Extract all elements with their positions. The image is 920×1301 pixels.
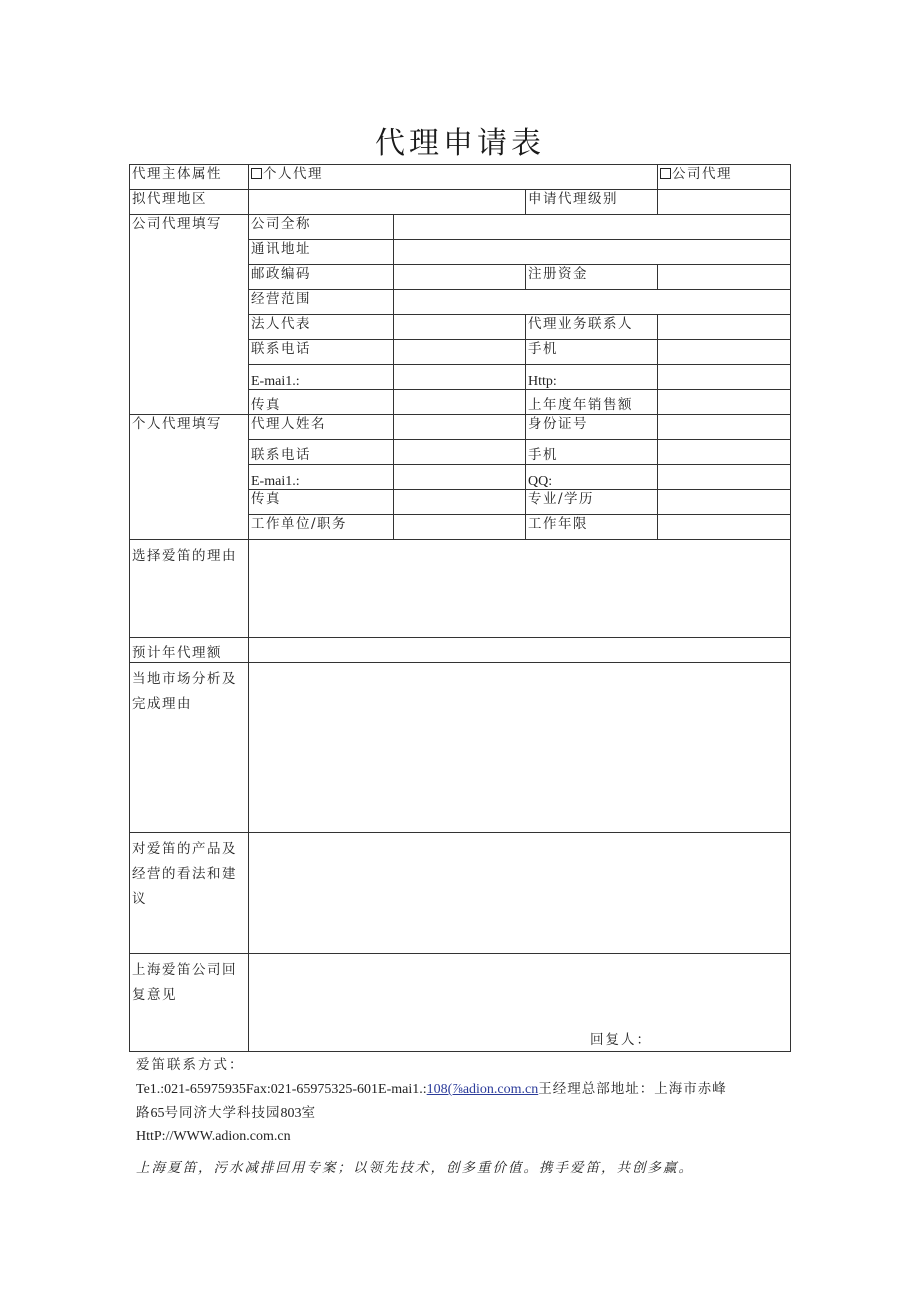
reply-label: 上海爱笛公司回复意见	[130, 954, 249, 1052]
contact-line	[136, 1077, 727, 1098]
personal-employer-label: 工作单位/职务	[249, 515, 394, 540]
address-park: 号同济大学科技园	[164, 1105, 281, 1121]
personal-major-label: 专业/学历	[526, 490, 658, 515]
address-line	[136, 1101, 316, 1122]
personal-section-label: 个人代理填写	[130, 415, 249, 540]
company-legal-rep-label: 法人代表	[249, 315, 394, 340]
personal-qq-value[interactable]	[658, 465, 791, 490]
company-full-name-value[interactable]	[394, 215, 791, 240]
address-room-suffix: 室	[301, 1105, 316, 1121]
company-scope-label: 经营范围	[249, 290, 394, 315]
level-value[interactable]	[658, 190, 791, 215]
company-fax-label: 传真	[249, 390, 394, 415]
company-http-value[interactable]	[658, 365, 791, 390]
website-text[interactable]: HttP://WWW.adion.com.cn	[136, 1129, 291, 1144]
estimate-value[interactable]	[249, 638, 791, 663]
personal-years-label: 工作年限	[526, 515, 658, 540]
personal-fax-label: 传真	[249, 490, 394, 515]
level-label: 申请代理级别	[526, 190, 658, 215]
company-legal-rep-value[interactable]	[394, 315, 526, 340]
company-section-label: 公司代理填写	[130, 215, 249, 415]
address-room: 803	[280, 1106, 302, 1121]
personal-id-value[interactable]	[658, 415, 791, 440]
company-email-value[interactable]	[394, 365, 526, 390]
personal-major-value[interactable]	[658, 490, 791, 515]
individual-option[interactable]: 个人代理	[249, 165, 658, 190]
slogan-text: 上海夏笛，污水减排回用专案；以领先技术，创多重价值。携手爱笛，共创多赢。	[136, 1160, 694, 1176]
company-contact-person-value[interactable]	[658, 315, 791, 340]
personal-email-value[interactable]	[394, 465, 526, 490]
personal-mobile-value[interactable]	[658, 440, 791, 465]
company-sales-value[interactable]	[658, 390, 791, 415]
contact-heading: 爱笛联系方式：	[136, 1057, 245, 1073]
personal-employer-value[interactable]	[394, 515, 526, 540]
personal-name-label: 代理人姓名	[249, 415, 394, 440]
email-link[interactable]: 108(⅞adion.com.cn	[426, 1082, 539, 1097]
page-title: 代理申请表	[375, 126, 545, 161]
tel-fax-text: Te1.:021-65975935Fax:021-65975325-601E-mai1.:	[136, 1082, 427, 1097]
company-mobile-label: 手机	[526, 340, 658, 365]
reason-label: 选择爱笛的理由	[130, 540, 249, 638]
address-text-part1: 王经理总部地址：上海市赤峰	[538, 1081, 727, 1097]
personal-mobile-label: 手机	[526, 440, 658, 465]
application-form-table	[129, 164, 791, 1052]
replier-label: 回复人：	[590, 1032, 653, 1048]
company-capital-value[interactable]	[658, 265, 791, 290]
market-value[interactable]	[249, 663, 791, 833]
personal-name-value[interactable]	[394, 415, 526, 440]
personal-id-label: 身份证号	[526, 415, 658, 440]
company-full-name-label: 公司全称	[249, 215, 394, 240]
reply-value[interactable]	[249, 954, 791, 1052]
company-scope-value[interactable]	[394, 290, 791, 315]
company-checkbox[interactable]	[660, 168, 671, 179]
company-capital-label: 注册资金	[526, 265, 658, 290]
reason-value[interactable]	[249, 540, 791, 638]
region-value[interactable]	[249, 190, 526, 215]
company-mobile-value[interactable]	[658, 340, 791, 365]
market-label: 当地市场分析及完成理由	[130, 663, 249, 833]
company-postcode-label: 邮政编码	[249, 265, 394, 290]
opinion-label: 对爱笛的产品及经营的看法和建议	[130, 833, 249, 954]
individual-checkbox[interactable]	[251, 168, 262, 179]
company-contact-person-label: 代理业务联系人	[526, 315, 658, 340]
address-number: 65	[150, 1106, 165, 1121]
company-address-label: 通讯地址	[249, 240, 394, 265]
subject-label: 代理主体属性	[130, 165, 249, 190]
address-road-prefix: 路	[136, 1105, 151, 1121]
personal-email-label: E-mai1.:	[249, 465, 394, 490]
company-postcode-value[interactable]	[394, 265, 526, 290]
opinion-value[interactable]	[249, 833, 791, 954]
company-email-label: E-mai1.:	[249, 365, 394, 390]
personal-years-value[interactable]	[658, 515, 791, 540]
personal-phone-value[interactable]	[394, 440, 526, 465]
estimate-label: 预计年代理额	[130, 638, 249, 663]
company-fax-value[interactable]	[394, 390, 526, 415]
company-option[interactable]: 公司代理	[658, 165, 791, 190]
personal-fax-value[interactable]	[394, 490, 526, 515]
personal-qq-label: QQ:	[526, 465, 658, 490]
company-sales-label: 上年度年销售额	[526, 390, 658, 415]
company-phone-label: 联系电话	[249, 340, 394, 365]
company-phone-value[interactable]	[394, 340, 526, 365]
personal-phone-label: 联系电话	[249, 440, 394, 465]
company-address-value[interactable]	[394, 240, 791, 265]
company-http-label: Http:	[526, 365, 658, 390]
region-label: 拟代理地区	[130, 190, 249, 215]
